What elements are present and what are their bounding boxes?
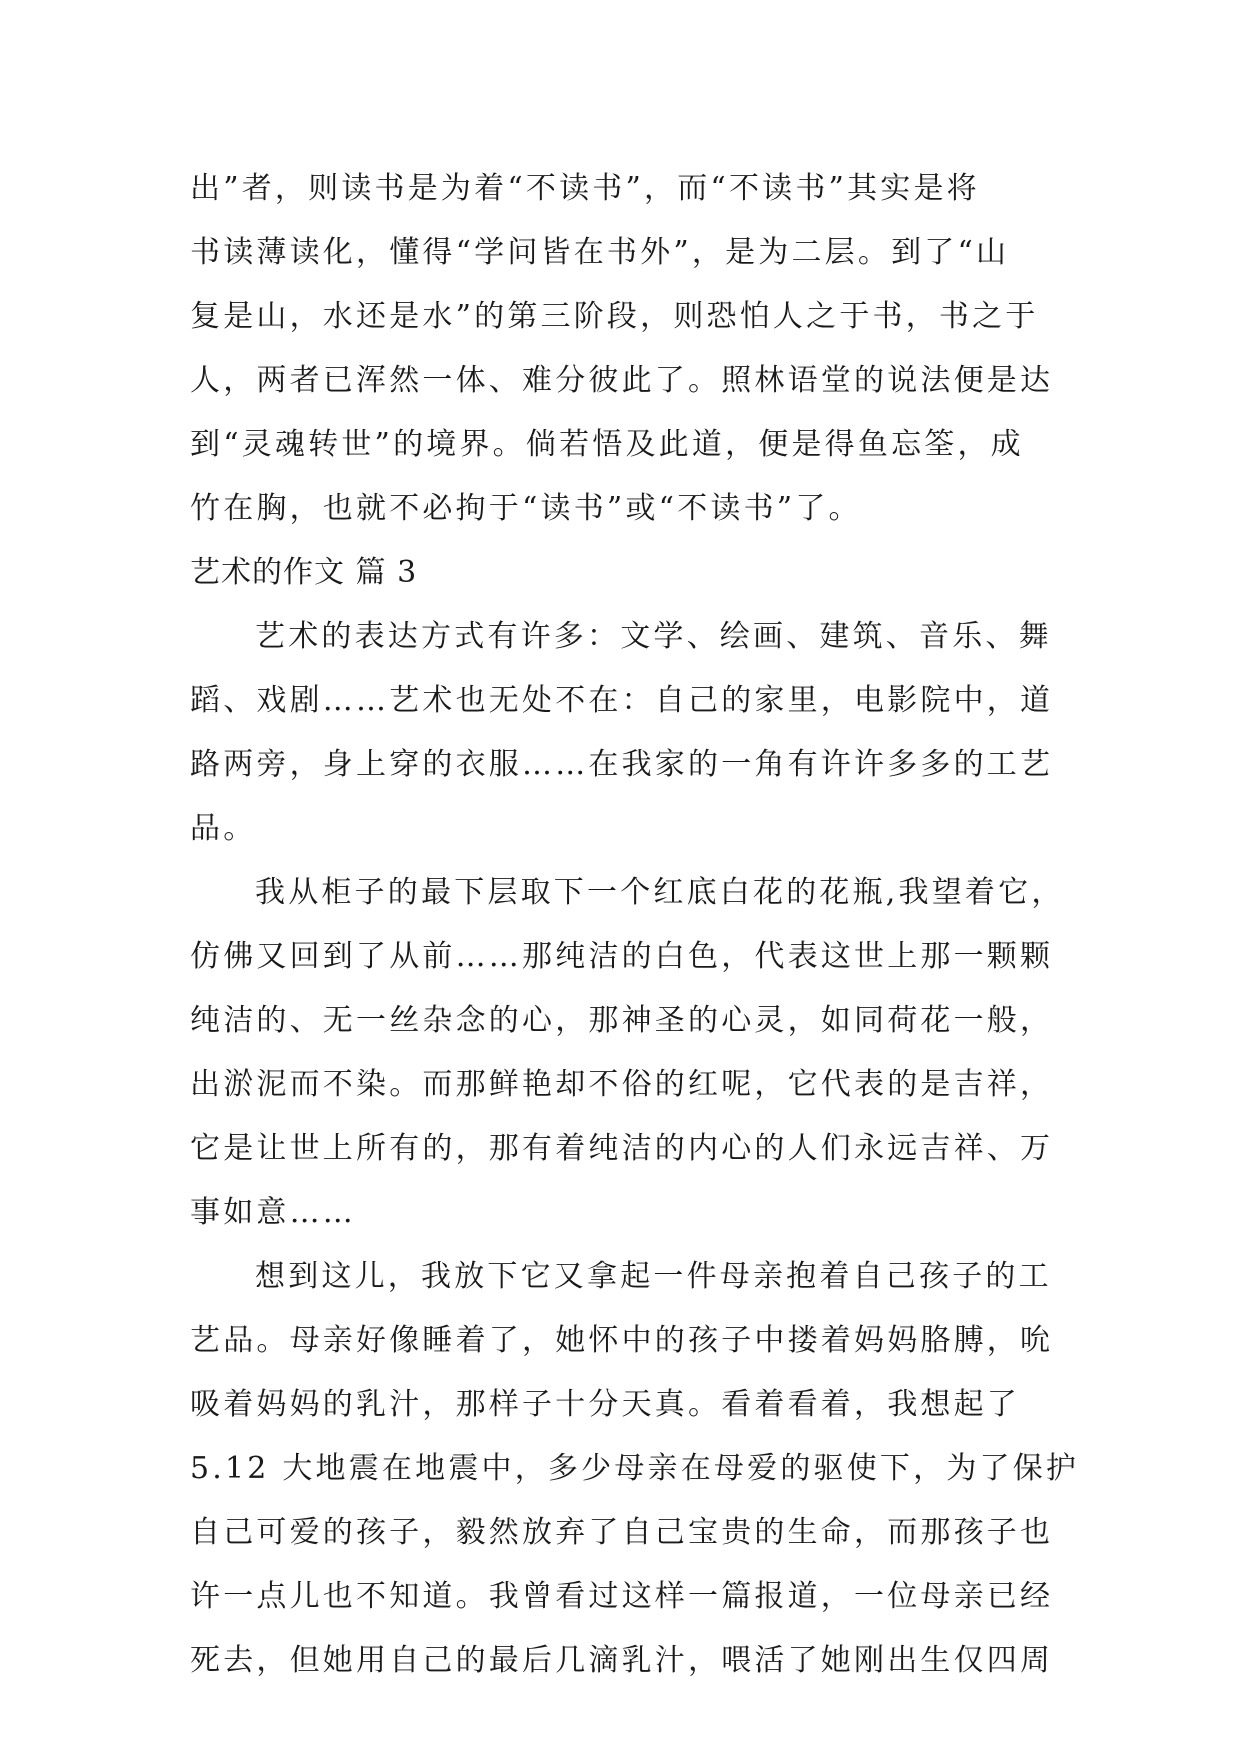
text-line: 吸着妈妈的乳汁，那样子十分天真。看着看着，我想起了 [190, 1387, 1020, 1422]
text-line: 出”者，则读书是为着“不读书”，而“不读书”其实是将 [190, 171, 980, 206]
section-heading: 艺术的作文 篇 3 [190, 555, 418, 590]
text-line: 事如意…… [190, 1195, 356, 1230]
paragraph-first-line: 想到这儿，我放下它又拿起一件母亲抱着自己孩子的工 [255, 1259, 1052, 1294]
text-line: 许一点儿也不知道。我曾看过这样一篇报道，一位母亲已经 [190, 1579, 1054, 1614]
text-line: 书读薄读化，懂得“学问皆在书外”，是为二层。到了“山 [190, 235, 1010, 270]
paragraph-first-line: 艺术的表达方式有许多：文学、绘画、建筑、音乐、舞 [255, 619, 1052, 654]
text-line: 蹈、戏剧……艺术也无处不在：自己的家里，电影院中，道 [190, 683, 1054, 718]
document-page [190, 157, 1080, 1693]
text-line: 品。 [190, 811, 257, 846]
text-line: 自己可爱的孩子，毅然放弃了自己宝贵的生命，而那孩子也 [190, 1515, 1054, 1550]
text-line: 路两旁，身上穿的衣服……在我家的一角有许许多多的工艺 [190, 747, 1054, 782]
text-line: 出淤泥而不染。而那鲜艳却不俗的红呢，它代表的是吉祥， [190, 1067, 1054, 1102]
text-line: 艺品。母亲好像睡着了，她怀中的孩子中搂着妈妈胳膊，吮 [190, 1323, 1054, 1358]
text-line: 它是让世上所有的，那有着纯洁的内心的人们永远吉祥、万 [190, 1131, 1054, 1166]
text-line: 纯洁的、无一丝杂念的心，那神圣的心灵，如同荷花一般， [190, 1003, 1054, 1038]
text-line: 竹在胸，也就不必拘于“读书”或“不读书”了。 [190, 491, 862, 526]
text-line: 5.12 大地震在地震中，多少母亲在母爱的驱使下，为了保护 [190, 1451, 1080, 1486]
text-line: 仿佛又回到了从前……那纯洁的白色，代表这世上那一颗颗 [190, 939, 1054, 974]
text-line: 死去，但她用自己的最后几滴乳汁，喂活了她刚出生仅四周 [190, 1643, 1054, 1678]
paragraph-first-line: 我从柜子的最下层取下一个红底白花的花瓶,我望着它， [255, 875, 1065, 910]
text-line: 人，两者已浑然一体、难分彼此了。照林语堂的说法便是达 [190, 363, 1054, 398]
text-line: 到“灵魂转世”的境界。倘若悟及此道，便是得鱼忘筌，成 [190, 427, 1024, 462]
text-line: 复是山，水还是水”的第三阶段，则恐怕人之于书，书之于 [190, 299, 1039, 334]
